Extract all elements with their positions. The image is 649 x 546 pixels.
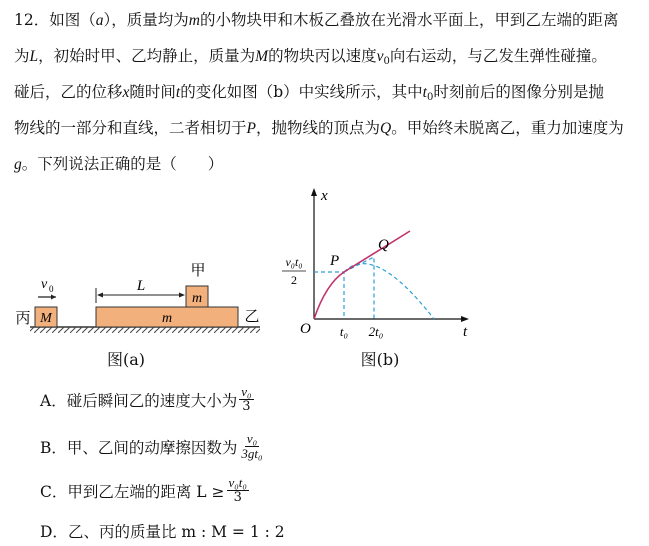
fraction-denominator: 3 (233, 490, 242, 505)
var-m: m (188, 12, 200, 29)
option-letter: D． (40, 523, 68, 541)
option-c[interactable] (40, 476, 249, 505)
label-v0-sub: 0 (49, 284, 54, 294)
guide-P (314, 272, 344, 319)
figure-a (10, 255, 270, 340)
guide-Q (344, 257, 374, 319)
figure-a-caption: 图(a) (106, 350, 146, 369)
var-x: x (122, 84, 130, 101)
subscript: 0 (383, 56, 390, 67)
option-text: 甲、乙间的动摩擦因数为 (66, 438, 238, 457)
text: 为 (14, 47, 30, 65)
var-t: t (175, 84, 181, 101)
fraction-denominator: 3 (242, 399, 251, 414)
text: 随时间 (129, 83, 176, 101)
option-text: 碰后瞬间乙的速度大小为 (66, 391, 238, 410)
stem-line-2 (14, 38, 642, 74)
label-bing: 丙 (15, 311, 31, 327)
x-axis-arrow (461, 316, 469, 322)
label-jia: 甲 (190, 263, 206, 279)
figure-b (278, 186, 478, 344)
label-v0: v (41, 277, 48, 292)
text: 碰后，乙的位移 (14, 83, 123, 101)
option-letter: C． (40, 482, 68, 501)
point-P-label: P (330, 253, 340, 269)
option-b[interactable] (40, 432, 265, 461)
text: ，抛物线的顶点为 (255, 119, 380, 137)
option-fraction (239, 432, 264, 461)
option-d[interactable] (40, 520, 285, 542)
var-g: g (14, 156, 22, 173)
text: 。甲始终未脱离乙，重力加速度为 (391, 119, 624, 137)
x-tick-2t0: 2t₀ (368, 324, 384, 339)
text: 的变化如图（b）中实线所示，其中 (180, 83, 423, 101)
var-P: P (246, 120, 256, 137)
origin-label: O (300, 321, 311, 337)
point-Q-label: Q (378, 237, 389, 253)
option-letter: A． (40, 391, 67, 410)
question-stem (14, 2, 642, 182)
text: 向右运动，与乙发生弹性碰撞。 (389, 47, 607, 65)
option-text: 乙、丙的质量比 m : M = 1 : 2 (67, 523, 285, 541)
var-t0: t (422, 84, 427, 101)
option-letter: B． (40, 438, 67, 457)
text: 如图（ (49, 11, 96, 29)
parabola-solid (314, 272, 344, 319)
fraction-numerator: v₀t₀ (228, 475, 247, 490)
stem-line-5 (14, 146, 642, 182)
fraction-denominator: 3gt₀ (241, 446, 263, 461)
fraction-numerator: v₀ (246, 431, 258, 446)
var-a: a (95, 12, 104, 29)
ground-hatch (30, 327, 260, 333)
block-M-label: M (40, 311, 52, 326)
text: 的小物块甲和木板乙叠放在光滑水平面上，甲到乙左端的距离 (199, 11, 619, 29)
label-yi: 乙 (244, 309, 260, 325)
y-axis-arrow (311, 188, 317, 196)
fraction-numerator: v₀ (241, 384, 252, 399)
axis-t-label: t (463, 324, 468, 340)
stem-line-1 (14, 2, 642, 38)
board-m-label: m (161, 311, 173, 326)
text: ），质量均为 (103, 11, 189, 29)
stem-line-4 (14, 110, 642, 146)
option-a[interactable] (40, 385, 254, 414)
option-fraction (239, 385, 253, 414)
dimension-arrow-left (97, 293, 103, 298)
var-L: L (29, 48, 39, 65)
block-m-label: m (191, 291, 203, 306)
straight-line-solid (344, 231, 410, 272)
var-v: v (376, 48, 384, 65)
velocity-arrow-head (51, 295, 56, 300)
text: 。下列说法正确的是（ ） (21, 155, 224, 173)
stem-line-3 (14, 74, 642, 110)
axis-x-label: x (321, 188, 328, 204)
y-tick-numerator: v₀t₀ (285, 255, 303, 269)
question-number: 12． (14, 11, 50, 29)
text: 的物块丙以速度 (268, 47, 377, 65)
var-Q: Q (380, 120, 392, 137)
y-tick-denominator: 2 (291, 273, 297, 287)
text: ，初始时甲、乙均静止，质量为 (38, 47, 256, 65)
figure-b-caption: 图(b) (360, 350, 400, 369)
text: 物线的一部分和直线，二者相切于 (14, 119, 247, 137)
parabola-dashed (344, 264, 434, 319)
x-tick-t0: t₀ (339, 324, 349, 339)
dimension-arrow-right (179, 293, 185, 298)
option-text: 甲到乙左端的距离 L ≥ (67, 482, 225, 501)
text: 时刻前后的图像分别是抛 (433, 83, 604, 101)
subscript: 0 (426, 92, 434, 103)
var-M: M (255, 48, 269, 65)
option-fraction (227, 476, 249, 505)
label-L: L (136, 278, 146, 294)
